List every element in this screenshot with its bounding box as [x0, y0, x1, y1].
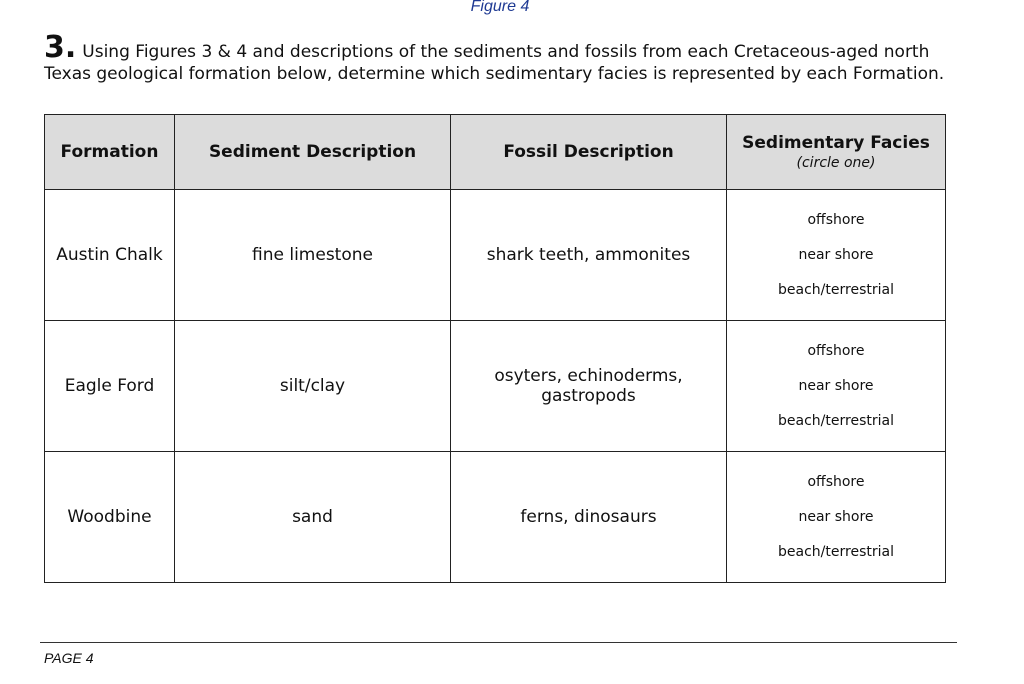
facies-option-offshore[interactable]: offshore — [807, 343, 865, 359]
formation-cell: Eagle Ford — [45, 321, 175, 452]
fossil-cell: osyters, echinoderms, gastropods — [451, 321, 727, 452]
facies-option-beach-terrestrial[interactable]: beach/terrestrial — [778, 282, 894, 298]
figure-caption: Figure 4 — [470, 0, 530, 15]
fossil-cell: shark teeth, ammonites — [451, 190, 727, 321]
facies-option-offshore[interactable]: offshore — [807, 212, 865, 228]
header-facies-label: Sedimentary Facies — [742, 133, 930, 153]
facies-options-cell — [727, 452, 946, 583]
table-row — [45, 452, 946, 583]
facies-option-near-shore[interactable]: near shore — [798, 378, 874, 394]
header-facies-note: (circle one) — [796, 155, 876, 171]
facies-option-near-shore[interactable]: near shore — [798, 509, 874, 525]
sediment-cell: silt/clay — [175, 321, 451, 452]
formation-cell: Woodbine — [45, 452, 175, 583]
header-fossil-description: Fossil Description — [451, 115, 727, 190]
sediment-cell: fine limestone — [175, 190, 451, 321]
page-number-label: PAGE 4 — [44, 650, 94, 666]
sediment-cell: sand — [175, 452, 451, 583]
table-row — [45, 190, 946, 321]
fossil-cell: ferns, dinosaurs — [451, 452, 727, 583]
header-sedimentary-facies — [727, 115, 946, 190]
header-formation: Formation — [45, 115, 175, 190]
question-prompt — [44, 30, 964, 85]
table-header-row — [45, 115, 946, 190]
facies-table — [44, 114, 946, 583]
facies-option-beach-terrestrial[interactable]: beach/terrestrial — [778, 413, 894, 429]
facies-option-near-shore[interactable]: near shore — [798, 247, 874, 263]
question-text: Using Figures 3 & 4 and descriptions of the sediments and fossils from each Cretaceous-aged north Texas geological formation below, determine which sedimentary facies is represented by each Formation. — [44, 42, 945, 84]
facies-options-cell — [727, 190, 946, 321]
question-number: 3. — [44, 30, 77, 65]
facies-option-beach-terrestrial[interactable]: beach/terrestrial — [778, 544, 894, 560]
footer-divider — [40, 642, 957, 643]
header-sediment-description: Sediment Description — [175, 115, 451, 190]
table-row — [45, 321, 946, 452]
formation-cell: Austin Chalk — [45, 190, 175, 321]
facies-options-cell — [727, 321, 946, 452]
facies-option-offshore[interactable]: offshore — [807, 474, 865, 490]
